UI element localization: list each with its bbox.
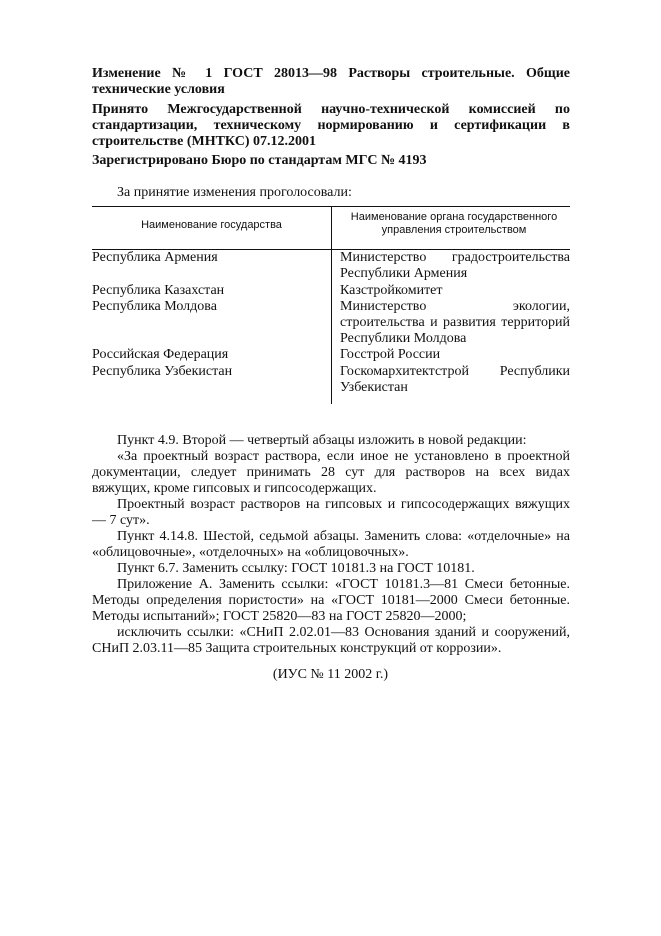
table-row-state: Республика Узбекистан: [92, 364, 233, 379]
column-header-body: Наименование органа государственного управления строительством: [350, 211, 558, 236]
paragraph: Пункт 4.9. Второй — четвертый абзацы изложить в новой редакции:: [117, 433, 527, 448]
amendment-title: Изменение № 1 ГОСТ 28013—98 Растворы строительные. Общие технические условия: [92, 66, 570, 97]
amendment-body: [92, 433, 570, 657]
voted-intro: За принятие изменения проголосовали:: [117, 185, 352, 200]
table-row-body: Министерство экологии, строительства и развития территорий Республики Молдова: [340, 299, 570, 346]
table-row-state: Республика Армения: [92, 250, 218, 265]
table-row-body: Госкомархитектстрой Республики Узбекистан: [340, 364, 570, 395]
table-column-divider: [331, 206, 332, 404]
paragraph: Пункт 4.14.8. Шестой, седьмой абзацы. Заменить слова: «отделочные» на «облицовочные», «отделочных» на «облицовочных».: [92, 529, 570, 560]
table-row-body: Госстрой России: [340, 347, 441, 362]
source-reference: (ИУС № 11 2002 г.): [272, 667, 389, 682]
table-row-state: Республика Казахстан: [92, 283, 225, 298]
paragraph: Пункт 6.7. Заменить ссылку: ГОСТ 10181.3 на ГОСТ 10181.: [117, 561, 475, 576]
adoption-note: Принято Межгосударственной научно-технической комиссией по стандартизации, техническому нормированию и сертификации в строительстве (МНТКС) 07.12.2001: [92, 102, 570, 149]
table-row-body: Министерство градостроительства Республики Армения: [340, 250, 570, 281]
table-row-state: Республика Молдова: [92, 299, 217, 314]
table-row-state: Российская Федерация: [92, 347, 229, 362]
paragraph: исключить ссылки: «СНиП 2.02.01—83 Основания зданий и сооружений, СНиП 2.03.11—85 Защита строительных конструкций от коррозии».: [92, 625, 570, 656]
voting-table: [92, 206, 570, 404]
paragraph: Приложение А. Заменить ссылки: «ГОСТ 10181.3—81 Смеси бетонные. Методы определения пористости» на «ГОСТ 10181—2000 Смеси бетонные. Методы испытаний»; ГОСТ 25820—83 на ГОСТ 25820—2000;: [92, 577, 570, 624]
column-header-state: Наименование государства: [141, 219, 282, 231]
table-row-body: Казстройкомитет: [340, 283, 443, 298]
paragraph: Проектный возраст растворов на гипсовых и гипсосодержащих вяжущих — 7 сут».: [92, 497, 570, 528]
paragraph: «За проектный возраст раствора, если иное не установлено в проектной документации, следует принимать 28 сут для растворов на всех видах вяжущих, кроме гипсовых и гипсосодержащих.: [92, 449, 570, 496]
registration-note: Зарегистрировано Бюро по стандартам МГС № 4193: [92, 153, 427, 168]
